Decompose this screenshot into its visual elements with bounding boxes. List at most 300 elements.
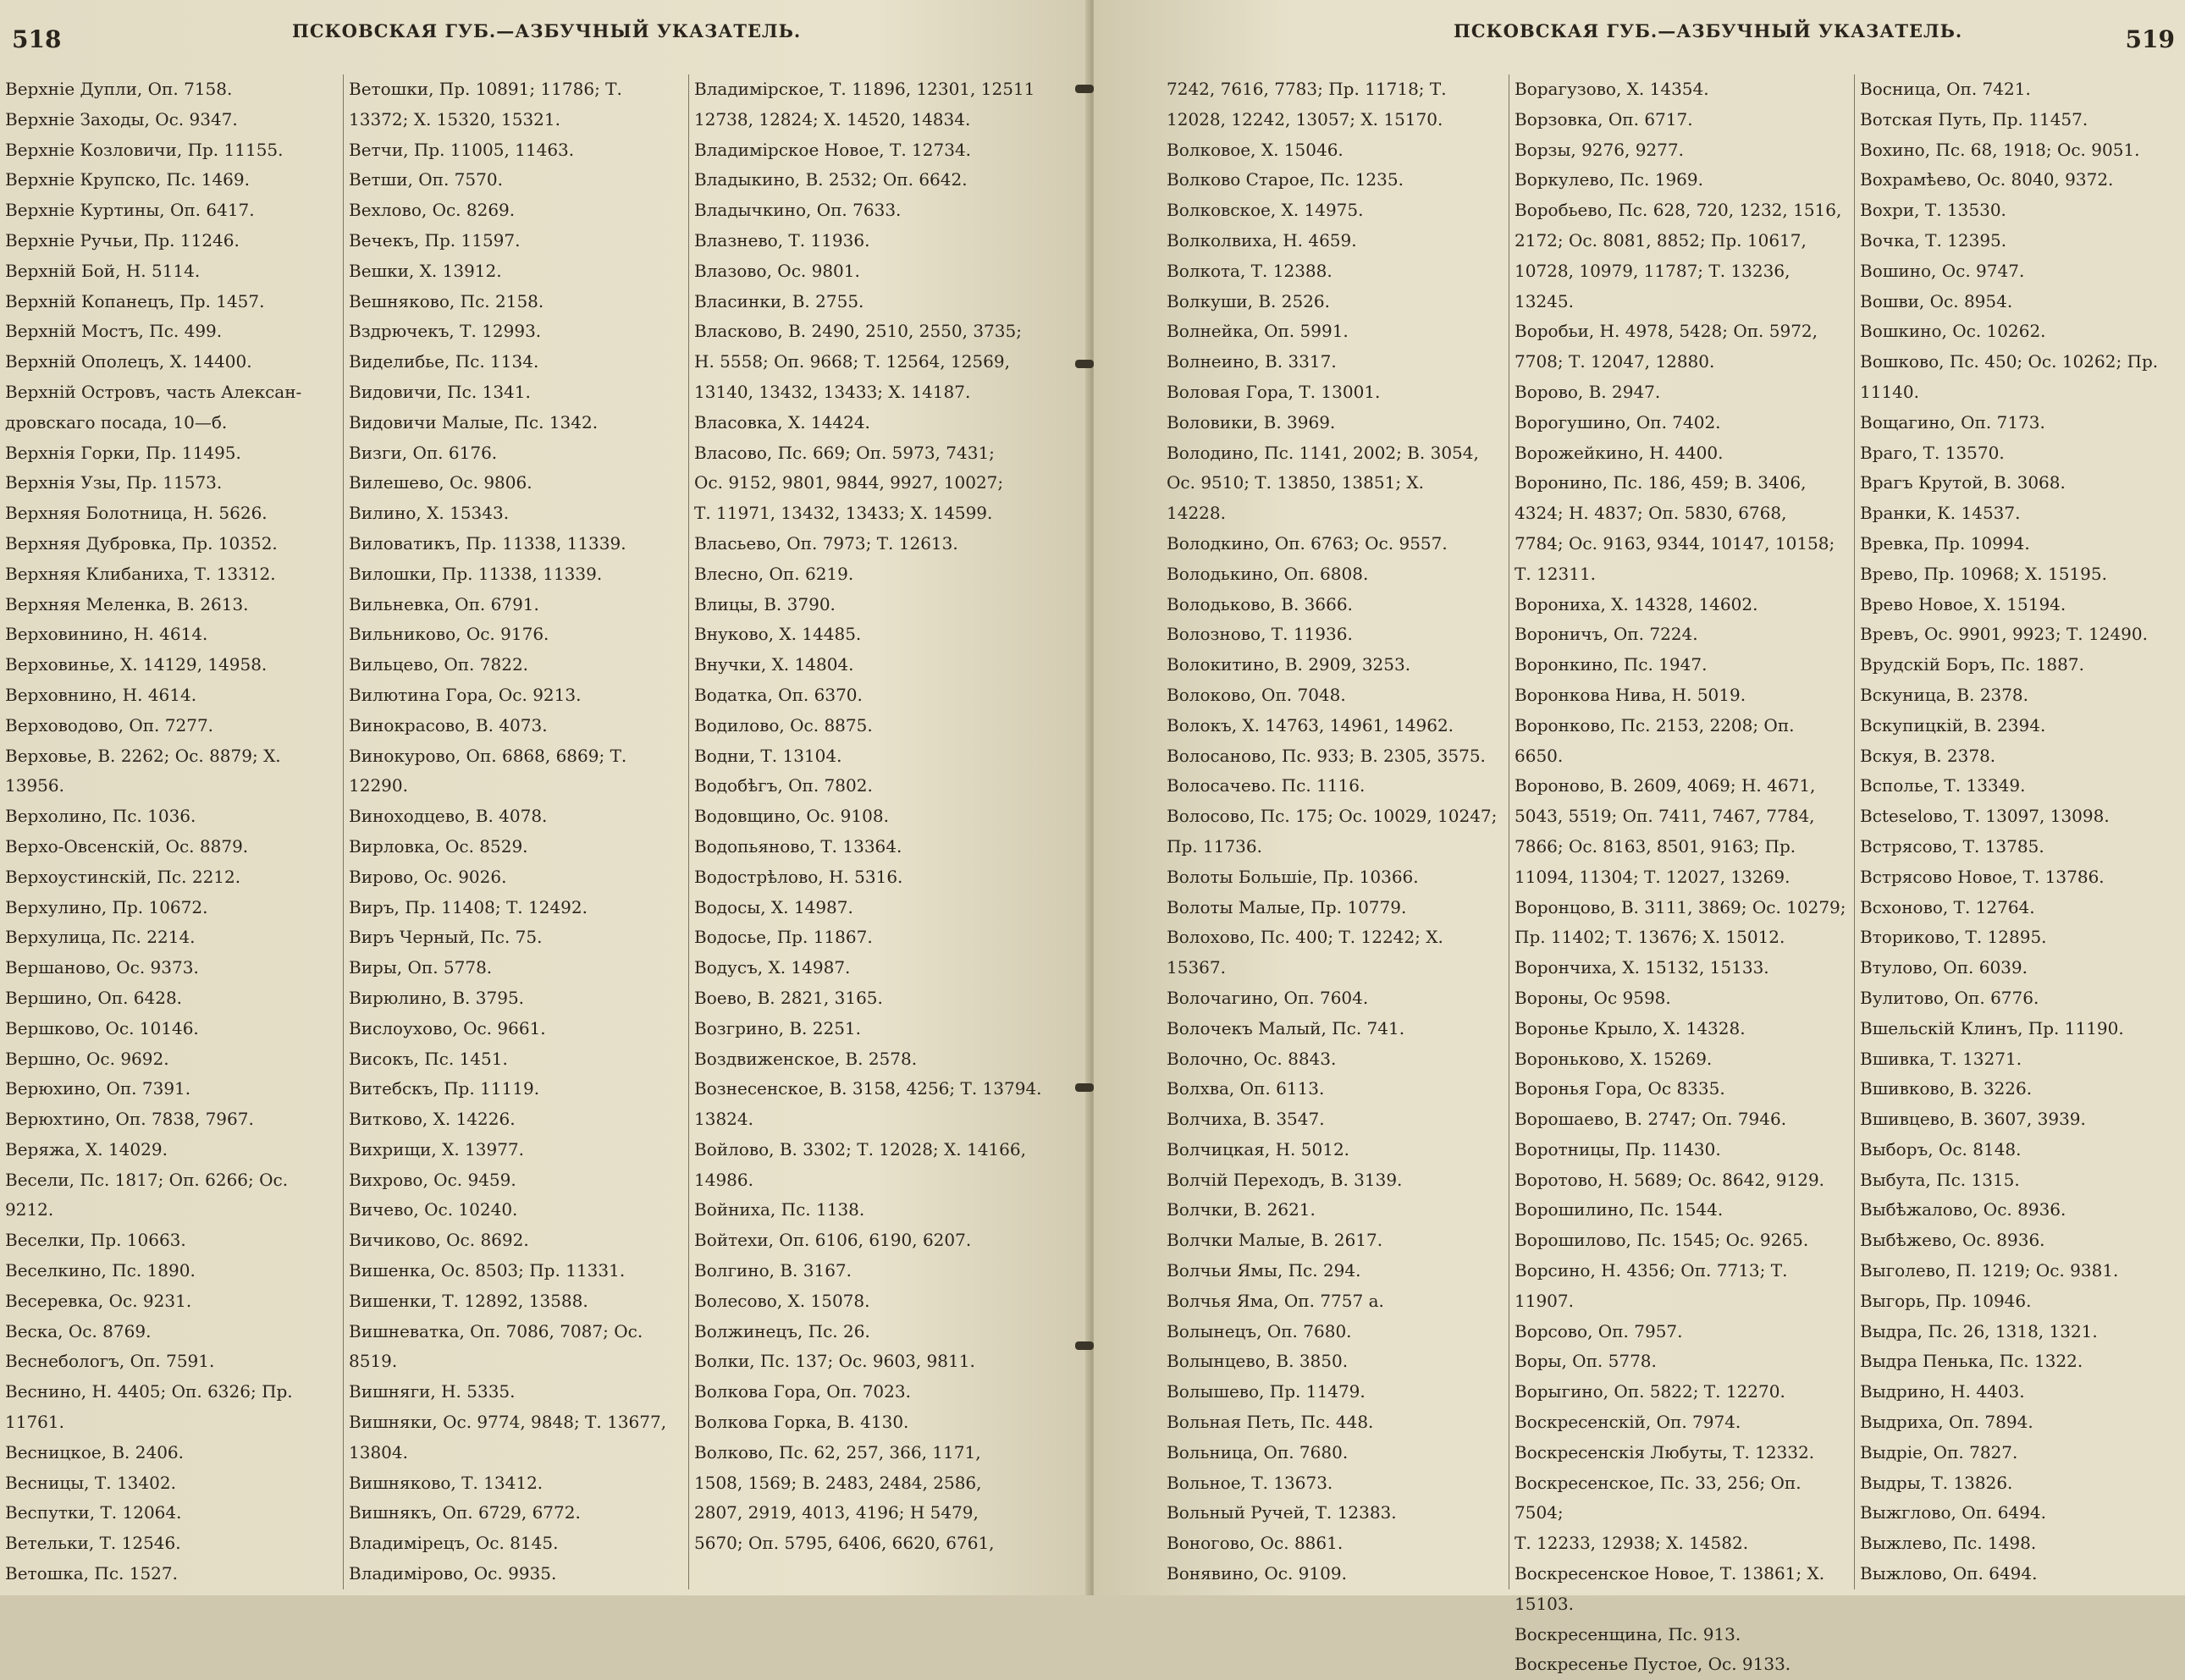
index-entry-line: Вороны, Ос 9598. — [1515, 987, 1671, 1008]
index-entry-line: Ворончиха, Х. 15132, 15133. — [1515, 957, 1769, 978]
index-entry-line: Вохрамѣево, Ос. 8040, 9372. — [1860, 169, 2114, 190]
index-entry-line: Волково Старое, Пс. 1235. — [1167, 169, 1404, 190]
running-header-left: ПСКОВСКАЯ ГУБ.—АЗБУЧНЫЙ УКАЗАТЕЛЬ. — [292, 20, 802, 41]
index-entry-line: Ос. 9510; Т. 13850, 13851; Х. — [1167, 472, 1425, 493]
index-entry-line: Вильцево, Оп. 7822. — [349, 654, 529, 675]
index-entry-line: 14986. — [694, 1169, 753, 1190]
index-entry-line: Верхніе Заходы, Ос. 9347. — [5, 108, 238, 129]
index-entry-line: Володьково, В. 3666. — [1167, 593, 1353, 614]
index-entry-line: Владычкино, Оп. 7633. — [694, 200, 902, 221]
index-entry-line: Волосачево. Пс. 1116. — [1167, 775, 1366, 796]
index-entry-line: Всполье, Т. 13349. — [1860, 775, 2026, 796]
index-entry-line: Весницкое, В. 2406. — [5, 1441, 185, 1462]
index-entry-line: Волжинецъ, Пс. 26. — [694, 1320, 870, 1341]
page-number-right: 519 — [2125, 25, 2175, 53]
index-entry-line: Верхо-Овсенскій, Ос. 8879. — [5, 835, 249, 857]
index-entry-line: Вишневатка, Оп. 7086, 7087; Ос. — [349, 1320, 643, 1341]
index-entry-line: Верхніе Куртины, Оп. 6417. — [5, 200, 255, 221]
index-entry-line: Врево Новое, Х. 15194. — [1860, 593, 2066, 614]
index-entry-line: Волкова Гора, Оп. 7023. — [694, 1381, 911, 1402]
index-entry-line: Воздвиженское, В. 2578. — [694, 1048, 918, 1069]
index-entry-line: Ворыгино, Оп. 5822; Т. 12270. — [1515, 1381, 1785, 1402]
index-entry-line: Волколвиха, Н. 4659. — [1167, 229, 1357, 251]
index-entry-line: Влазнево, Т. 11936. — [694, 229, 870, 251]
index-entry-line: Волнеино, В. 3317. — [1167, 351, 1337, 372]
index-entry-line: Визги, Оп. 6176. — [349, 442, 498, 463]
index-entry-line: Волчки Малые, В. 2617. — [1167, 1230, 1383, 1251]
index-entry-line: Выдры, Т. 13826. — [1860, 1472, 2013, 1493]
index-entry-line: Врево, Пр. 10968; Х. 15195. — [1860, 563, 2107, 584]
index-entry-line: Вольное, Т. 13673. — [1167, 1472, 1333, 1493]
index-entry-line: Воногово, Ос. 8861. — [1167, 1533, 1344, 1554]
index-entry-line: Верхолино, Пс. 1036. — [5, 806, 196, 827]
index-entry-line: Войлово, В. 3302; Т. 12028; Х. 14166, — [694, 1138, 1026, 1159]
index-entry-line: Волкота, Т. 12388. — [1167, 260, 1333, 281]
index-entry-line: Верхніе Дупли, Оп. 7158. — [5, 79, 233, 99]
index-entry-line: 12028, 12242, 13057; Х. 15170. — [1167, 108, 1443, 129]
index-entry-line: 2807, 2919, 4013, 4196; Н 5479, — [694, 1502, 979, 1523]
index-entry-line: Ос. 9152, 9801, 9844, 9927, 10027; — [694, 472, 1004, 493]
index-entry-line: Вирюлино, В. 3795. — [349, 987, 525, 1008]
index-entry-line: Вошино, Ос. 9747. — [1860, 260, 2025, 281]
index-entry-line: Волочагино, Оп. 7604. — [1167, 987, 1369, 1008]
index-entry-line: Водобѣгъ, Оп. 7802. — [694, 775, 873, 796]
index-entry-line: Верхняя Меленка, В. 2613. — [5, 593, 249, 614]
index-entry-line: Весели, Пс. 1817; Оп. 6266; Ос. — [5, 1169, 289, 1190]
index-entry-line: Воронкино, Пс. 1947. — [1515, 654, 1708, 675]
index-entry-line: Вознесенское, В. 3158, 4256; Т. 13794. — [694, 1078, 1042, 1099]
index-entry-line: Владимірово, Ос. 9935. — [349, 1563, 557, 1584]
index-entry-line: Вихрово, Ос. 9459. — [349, 1169, 516, 1190]
index-entry-line: Володино, Пс. 1141, 2002; В. 3054, — [1167, 442, 1479, 463]
index-entry-line: Вскупицкій, В. 2394. — [1860, 714, 2046, 735]
index-entry-line: Всхоново, Т. 12764. — [1860, 896, 2035, 917]
index-entry-line: Волковое, Х. 15046. — [1167, 139, 1344, 160]
running-header-right: ПСКОВСКАЯ ГУБ.—АЗБУЧНЫЙ УКАЗАТЕЛЬ. — [1454, 20, 1963, 41]
index-entry-line: 14228. — [1167, 503, 1226, 524]
index-entry-line: Вшивково, В. 3226. — [1860, 1078, 2033, 1099]
index-entry-line: 15367. — [1167, 957, 1226, 978]
index-entry-line: Волоты Малые, Пр. 10779. — [1167, 896, 1407, 917]
index-entry-line: Верхняя Дубровка, Пр. 10352. — [5, 532, 278, 554]
index-entry-line: Вольная Петь, Пс. 448. — [1167, 1412, 1374, 1433]
index-entry-line: Виноходцево, В. 4078. — [349, 806, 548, 827]
index-entry-line: Власово, Пс. 669; Оп. 5973, 7431; — [694, 442, 995, 463]
index-entry-line: Вершково, Ос. 10146. — [5, 1017, 199, 1038]
index-entry-line: Витебскъ, Пр. 11119. — [349, 1078, 540, 1099]
index-entry-line: Винокрасово, В. 4073. — [349, 714, 548, 735]
index-entry-line: Вершино, Оп. 6428. — [5, 987, 183, 1008]
index-entry-line: Владыкино, В. 2532; Оп. 6642. — [694, 169, 968, 190]
index-entry-line: 10728, 10979, 11787; Т. 13236, — [1515, 260, 1790, 281]
index-entry-line: Ворсино, Н. 4356; Оп. 7713; Т. 11907. — [1515, 1260, 1788, 1311]
index-entry-line: Верхняя Клибаниха, Т. 13312. — [5, 563, 276, 584]
index-entry-line: Волочно, Ос. 8843. — [1167, 1048, 1337, 1069]
index-entry-line: Воробьево, Пс. 628, 720, 1232, 1516, — [1515, 200, 1842, 221]
index-entry-line: Волковское, Х. 14975. — [1167, 200, 1364, 221]
index-entry-line: Веселкино, Пс. 1890. — [5, 1260, 196, 1281]
index-entry-line: Ветошка, Пс. 1527. — [5, 1563, 178, 1584]
index-entry-line: Вороново, В. 2609, 4069; Н. 4671, — [1515, 775, 1816, 796]
index-entry-line: Восница, Оп. 7421. — [1860, 79, 2031, 99]
index-entry-line: Вишенка, Ос. 8503; Пр. 11331. — [349, 1260, 626, 1281]
index-entry-line: Виделибье, Пс. 1134. — [349, 351, 539, 372]
index-entry-line: Вичиково, Ос. 8692. — [349, 1230, 529, 1251]
index-entry-line: 7866; Ос. 8163, 8501, 9163; Пр. — [1515, 835, 1796, 857]
index-entry-line: Водатка, Оп. 6370. — [694, 684, 863, 705]
index-entry-line: Встрясово Новое, Т. 13786. — [1860, 866, 2105, 887]
index-entry-line: Владимірецъ, Ос. 8145. — [349, 1533, 559, 1554]
index-entry-line: Вилошки, Пр. 11338, 11339. — [349, 563, 603, 584]
index-entry-line: Володкино, Оп. 6763; Ос. 9557. — [1167, 532, 1448, 554]
index-entry-line: Водострѣлово, Н. 5316. — [694, 866, 903, 887]
index-entry-line: Вольный Ручей, Т. 12383. — [1167, 1502, 1397, 1523]
index-entry-line: 7784; Ос. 9163, 9344, 10147, 10158; — [1515, 532, 1835, 554]
index-entry-line: Воркулево, Пс. 1969. — [1515, 169, 1703, 190]
index-entry-line: Вревъ, Ос. 9901, 9923; Т. 12490. — [1860, 624, 2148, 645]
index-entry-line: Вильниково, Ос. 9176. — [349, 624, 549, 645]
index-entry-line: Вшивка, Т. 13271. — [1860, 1048, 2022, 1069]
index-entry-line: Ворзы, 9276, 9277. — [1515, 139, 1684, 160]
index-entry-line: Владимірское, Т. 11896, 12301, 12511 — [694, 79, 1035, 99]
index-entry-line: Волосово, Пс. 175; Ос. 10029, 10247; — [1167, 806, 1498, 827]
index-entry-line: Воронья Гора, Ос 8335. — [1515, 1078, 1725, 1099]
index-entry-line: 5043, 5519; Оп. 7411, 7467, 7784, — [1515, 806, 1815, 827]
index-entry-line: Вилютина Гора, Ос. 9213. — [349, 684, 582, 705]
index-entry-line: Выборъ, Ос. 8148. — [1860, 1138, 2022, 1159]
binding-stitch — [1075, 1341, 1094, 1350]
index-entry-line: Вешки, Х. 13912. — [349, 260, 502, 281]
index-entry-line: Волоково, Оп. 7048. — [1167, 684, 1346, 705]
index-entry-line: Веснебологъ, Оп. 7591. — [5, 1351, 215, 1372]
index-entry-line: Вошкино, Ос. 10262. — [1860, 321, 2046, 342]
index-entry-line: Воловая Гора, Т. 13001. — [1167, 381, 1381, 402]
index-entry-line: Волчицкая, Н. 5012. — [1167, 1138, 1350, 1159]
index-entry-line: Волозново, Т. 11936. — [1167, 624, 1353, 645]
index-entry-line: Выголево, П. 1219; Ос. 9381. — [1860, 1260, 2119, 1281]
index-entry-line: Воронково, Пс. 2153, 2208; Оп. 6650. — [1515, 714, 1795, 766]
index-entry-line: Ворзовка, Оп. 6717. — [1515, 108, 1693, 129]
index-entry-line: Вилино, Х. 15343. — [349, 503, 510, 524]
index-entry-line: Ворсово, Оп. 7957. — [1515, 1320, 1683, 1341]
index-column-1 — [0, 74, 339, 1589]
index-entry-line: Вольница, Оп. 7680. — [1167, 1441, 1349, 1462]
index-entry-line: 13824. — [694, 1109, 753, 1130]
index-entry-line: Воскресенье Пустое, Ос. 9133. — [1515, 1654, 1791, 1675]
index-entry-line: Верхулица, Пс. 2214. — [5, 927, 196, 948]
index-entry-line: 13245. — [1515, 290, 1574, 311]
index-entry-line: Вирово, Ос. 9026. — [349, 866, 507, 887]
index-entry-line: Вториково, Т. 12895. — [1860, 927, 2047, 948]
index-entry-line: 13140, 13432, 13433; Х. 14187. — [694, 381, 971, 402]
index-entry-line: Вороничъ, Оп. 7224. — [1515, 624, 1698, 645]
index-entry-line: Ворониха, Х. 14328, 14602. — [1515, 593, 1758, 614]
index-entry-line: Т. 11971, 13432, 13433; Х. 14599. — [694, 503, 993, 524]
index-entry-line: Вонявино, Ос. 9109. — [1167, 1563, 1347, 1584]
index-entry-line: Веснино, Н. 4405; Оп. 6326; Пр. — [5, 1381, 293, 1402]
index-entry-line: Волынцево, В. 3850. — [1167, 1351, 1349, 1372]
index-entry-line: Витково, Х. 14226. — [349, 1109, 516, 1130]
index-entry-line: Ворово, В. 2947. — [1515, 381, 1661, 402]
index-entry-line: Воскресенское Новое, Т. 13861; Х. — [1515, 1563, 1825, 1584]
index-entry-line: Пр. 11402; Т. 13676; Х. 15012. — [1515, 927, 1785, 948]
index-entry-line: Воскресенскія Любуты, Т. 12332. — [1515, 1441, 1815, 1462]
index-entry-line: Верховье, В. 2262; Ос. 8879; Х. — [5, 745, 281, 766]
index-entry-line: Волочекъ Малый, Пс. 741. — [1167, 1017, 1405, 1038]
index-entry-line: Воловики, В. 3969. — [1167, 411, 1336, 432]
index-entry-line: Волкуши, В. 2526. — [1167, 290, 1331, 311]
index-entry-line: Ветчи, Пр. 11005, 11463. — [349, 139, 575, 160]
index-entry-line: Водосье, Пр. 11867. — [694, 927, 873, 948]
left-page — [0, 0, 1090, 1595]
index-entry-line: Воронино, Пс. 186, 459; В. 3406, — [1515, 472, 1807, 493]
index-entry-line: Вилешево, Ос. 9806. — [349, 472, 532, 493]
index-entry-line: 13372; Х. 15320, 15321. — [349, 108, 560, 129]
index-entry-line: Волесово, Х. 15078. — [694, 1290, 870, 1311]
index-entry-line: Вшивцево, В. 3607, 3939. — [1860, 1109, 2086, 1130]
index-entry-line: Виръ Черный, Пс. 75. — [349, 927, 543, 948]
index-entry-line: Возгрино, В. 2251. — [694, 1017, 862, 1038]
index-entry-line: Верхній Мостъ, Пс. 499. — [5, 321, 223, 342]
index-entry-line: Верховодово, Оп. 7277. — [5, 714, 214, 735]
index-column-4 — [1161, 74, 1500, 1589]
index-entry-line: Волкова Горка, В. 4130. — [694, 1412, 909, 1433]
index-entry-line: Видовичи Малые, Пс. 1342. — [349, 411, 599, 432]
index-entry-line: Верхній Бой, Н. 5114. — [5, 260, 201, 281]
index-entry-line: Вирловка, Ос. 8529. — [349, 835, 528, 857]
index-entry-line: Выбута, Пс. 1315. — [1860, 1169, 2020, 1190]
index-entry-line: Ветошки, Пр. 10891; 11786; Т. — [349, 79, 622, 99]
index-entry-line: Воронье Крыло, Х. 14328. — [1515, 1017, 1746, 1038]
index-entry-line: Внучки, Х. 14804. — [694, 654, 854, 675]
index-entry-line: Вешняково, Пс. 2158. — [349, 290, 544, 311]
index-entry-line: Вишняково, Т. 13412. — [349, 1472, 543, 1493]
index-entry-line: Вороньково, Х. 15269. — [1515, 1048, 1713, 1069]
index-entry-line: Вохри, Т. 13530. — [1860, 200, 2006, 221]
index-entry-line: Верховнино, Н. 4614. — [5, 684, 197, 705]
index-entry-line: Выжлево, Пс. 1498. — [1860, 1533, 2037, 1554]
index-entry-line: Верховинье, Х. 14129, 14958. — [5, 654, 268, 675]
index-entry-line: Вислоухово, Ос. 9661. — [349, 1017, 546, 1038]
index-entry-line: Вершаново, Ос. 9373. — [5, 957, 199, 978]
index-entry-line: Вихрищи, Х. 13977. — [349, 1138, 525, 1159]
index-entry-line: Вощагино, Оп. 7173. — [1860, 411, 2045, 432]
index-entry-line: Виловатикъ, Пр. 11338, 11339. — [349, 532, 626, 554]
index-entry-line: Волокъ, Х. 14763, 14961, 14962. — [1167, 714, 1454, 735]
index-entry-line: Видовичи, Пс. 1341. — [349, 381, 531, 402]
index-entry-line: Власьево, Оп. 7973; Т. 12613. — [694, 532, 958, 554]
index-entry-line: 11094, 11304; Т. 12027, 13269. — [1515, 866, 1790, 887]
index-entry-line: 11140. — [1860, 381, 1919, 402]
index-entry-line: Пр. 11736. — [1167, 835, 1262, 857]
index-entry-line: Волоты Большіе, Пр. 10366. — [1167, 866, 1419, 887]
index-entry-line: Веряжа, Х. 14029. — [5, 1138, 168, 1159]
index-entry-line: Втулово, Оп. 6039. — [1860, 957, 2028, 978]
index-entry-line: Волчьи Ямы, Пс. 294. — [1167, 1260, 1361, 1281]
index-entry-line: Воротово, Н. 5689; Ос. 8642, 9129. — [1515, 1169, 1825, 1190]
index-entry-line: Верхнія Горки, Пр. 11495. — [5, 442, 241, 463]
index-entry-line: Встрясово, Т. 13785. — [1860, 835, 2044, 857]
index-entry-line: Вильневка, Оп. 6791. — [349, 593, 539, 614]
index-entry-line: Выдриха, Оп. 7894. — [1860, 1412, 2033, 1433]
index-entry-line: Воскресенское, Пс. 33, 256; Оп. 7504; — [1515, 1472, 1802, 1523]
index-entry-line: Водилово, Ос. 8875. — [694, 714, 873, 735]
index-entry-line: 5670; Оп. 5795, 6406, 6620, 6761, — [694, 1533, 995, 1554]
index-entry-line: Весницы, Т. 13402. — [5, 1472, 176, 1493]
index-entry-line: Войниха, Пс. 1138. — [694, 1199, 865, 1220]
index-entry-line: Выдра, Пс. 26, 1318, 1321. — [1860, 1320, 2098, 1341]
index-entry-line: Волнейка, Оп. 5991. — [1167, 321, 1349, 342]
index-entry-line: 1508, 1569; В. 2483, 2484, 2586, — [694, 1472, 982, 1493]
index-entry-line: Високъ, Пс. 1451. — [349, 1048, 508, 1069]
index-entry-line: Ворошилино, Пс. 1544. — [1515, 1199, 1724, 1220]
index-entry-line: Вочка, Т. 12395. — [1860, 229, 2007, 251]
index-entry-line: Верхніе Ручьи, Пр. 11246. — [5, 229, 240, 251]
index-entry-line: Влазово, Ос. 9801. — [694, 260, 860, 281]
index-entry-line: Воскресенщина, Пс. 913. — [1515, 1623, 1741, 1644]
index-entry-line: Верхоустинскій, Пс. 2212. — [5, 866, 241, 887]
index-entry-line: Волокитино, В. 2909, 3253. — [1167, 654, 1411, 675]
index-entry-line: 9212. — [5, 1199, 54, 1220]
index-entry-line: Водопьяново, Т. 13364. — [694, 835, 902, 857]
index-entry-line: Верхніе Крупско, Пс. 1469. — [5, 169, 250, 190]
index-entry-line: Веселки, Пр. 10663. — [5, 1230, 186, 1251]
right-page — [1094, 0, 2185, 1675]
index-entry-line: Вранки, К. 14537. — [1860, 503, 2021, 524]
index-entry-line: 2172; Ос. 8081, 8852; Пр. 10617, — [1515, 229, 1807, 251]
binding-stitch — [1075, 1083, 1094, 1092]
index-entry-line: Вишняки, Ос. 9774, 9848; Т. 13677, — [349, 1412, 667, 1433]
index-entry-line: 13804. — [349, 1441, 408, 1462]
index-entry-line: Вошви, Ос. 8954. — [1860, 290, 2013, 311]
index-entry-line: Волгино, В. 3167. — [694, 1260, 852, 1281]
index-entry-line: Владимірское Новое, Т. 12734. — [694, 139, 972, 160]
index-entry-line: Ворогушино, Оп. 7402. — [1515, 411, 1721, 432]
index-column-3 — [688, 74, 1087, 1589]
index-entry-line: Водосы, Х. 14987. — [694, 896, 853, 917]
index-entry-line: Ворошаево, В. 2747; Оп. 7946. — [1515, 1109, 1787, 1130]
index-entry-line: Выгорь, Пр. 10946. — [1860, 1290, 2032, 1311]
index-entry-line: Волчки, В. 2621. — [1167, 1199, 1316, 1220]
index-entry-line: Волчиха, В. 3547. — [1167, 1109, 1325, 1130]
index-entry-line: Ворошилово, Пс. 1545; Ос. 9265. — [1515, 1230, 1809, 1251]
index-entry-line: Власинки, В. 2755. — [694, 290, 864, 311]
index-entry-line: Выдра Пенька, Пс. 1322. — [1860, 1351, 2083, 1372]
index-entry-line: Вотская Путь, Пр. 11457. — [1860, 108, 2088, 129]
index-entry-line: Верхній Островъ, часть Алексан- — [5, 381, 302, 402]
index-entry-line: Вздрючекъ, Т. 12993. — [349, 321, 542, 342]
index-entry-line: Вишняги, Н. 5335. — [349, 1381, 516, 1402]
index-entry-line: Воротницы, Пр. 11430. — [1515, 1138, 1721, 1159]
index-entry-line: 11761. — [5, 1412, 64, 1433]
index-entry-line: Весеревка, Ос. 9231. — [5, 1290, 192, 1311]
index-entry-line: Волосаново, Пс. 933; В. 2305, 3575. — [1167, 745, 1486, 766]
index-entry-line: Вскуница, В. 2378. — [1860, 684, 2028, 705]
index-entry-line: Верхній Ополецъ, Х. 14400. — [5, 351, 252, 372]
index-entry-line: Вулитово, Оп. 6776. — [1860, 987, 2039, 1008]
index-entry-line: Верховинино, Н. 4614. — [5, 624, 208, 645]
index-entry-line: 8519. — [349, 1351, 398, 1372]
index-entry-line: 4324; Н. 4837; Оп. 5830, 6768, — [1515, 503, 1787, 524]
index-entry-line: Воробьи, Н. 4978, 5428; Оп. 5972, — [1515, 321, 1818, 342]
index-entry-line: Винокурово, Оп. 6868, 6869; Т. — [349, 745, 627, 766]
index-entry-line: Вичево, Ос. 10240. — [349, 1199, 518, 1220]
index-entry-line: Волохово, Пс. 400; Т. 12242; Х. — [1167, 927, 1443, 948]
index-entry-line: Ворагузово, Х. 14354. — [1515, 79, 1709, 99]
index-entry-line: Войтехи, Оп. 6106, 6190, 6207. — [694, 1230, 972, 1251]
index-entry-line: Волынецъ, Оп. 7680. — [1167, 1320, 1352, 1341]
index-entry-line: Ворожейкино, Н. 4400. — [1515, 442, 1724, 463]
index-entry-line: Водусъ, Х. 14987. — [694, 957, 851, 978]
index-entry-line: Вершно, Ос. 9692. — [5, 1048, 169, 1069]
index-entry-line: Воскресенскій, Оп. 7974. — [1515, 1412, 1741, 1433]
page-number-left: 518 — [12, 25, 62, 53]
index-entry-line: Т. 12311. — [1515, 563, 1597, 584]
index-entry-line: Верхній Копанецъ, Пр. 1457. — [5, 290, 265, 311]
index-entry-line: Верхняя Болотница, Н. 5626. — [5, 503, 268, 524]
index-entry-line: Вшельскій Клинъ, Пр. 11190. — [1860, 1017, 2124, 1038]
index-entry-line: Т. 12233, 12938; Х. 14582. — [1515, 1533, 1749, 1554]
index-entry-line: Воронцово, В. 3111, 3869; Ос. 10279; — [1515, 896, 1846, 917]
index-entry-line: Выбѣжево, Ос. 8936. — [1860, 1230, 2045, 1251]
index-entry-line: Волчья Яма, Оп. 7757 а. — [1167, 1290, 1384, 1311]
index-entry-line: Волки, Пс. 137; Ос. 9603, 9811. — [694, 1351, 975, 1372]
index-entry-line: Выжглово, Оп. 6494. — [1860, 1502, 2046, 1523]
index-entry-line: Верюхино, Оп. 7391. — [5, 1078, 191, 1099]
index-entry-line: Влесно, Оп. 6219. — [694, 563, 854, 584]
index-entry-line: Вехлово, Ос. 8269. — [349, 200, 516, 221]
index-entry-line: Вревка, Пр. 10994. — [1860, 532, 2030, 554]
index-entry-line: Водовщино, Ос. 9108. — [694, 806, 889, 827]
index-entry-line: Враго, Т. 13570. — [1860, 442, 2005, 463]
index-entry-line: Волково, Пс. 62, 257, 366, 1171, — [694, 1441, 981, 1462]
binding-stitch — [1075, 85, 1094, 93]
index-entry-line: Верхніе Козловичи, Пр. 11155. — [5, 139, 284, 160]
index-entry-line: Водни, Т. 13104. — [694, 745, 842, 766]
index-entry-line: Всteselово, Т. 13097, 13098. — [1860, 806, 2110, 827]
index-entry-line: Выдріе, Оп. 7827. — [1860, 1441, 2018, 1462]
index-entry-line: Врагъ Крутой, В. 3068. — [1860, 472, 2066, 493]
index-entry-line: Н. 5558; Оп. 9668; Т. 12564, 12569, — [694, 351, 1010, 372]
index-entry-line: Воронкова Нива, Н. 5019. — [1515, 684, 1746, 705]
index-entry-line: 12738, 12824; Х. 14520, 14834. — [694, 108, 971, 129]
index-entry-line: Выбѣжалово, Ос. 8936. — [1860, 1199, 2066, 1220]
index-entry-line: Волчій Переходъ, В. 3139. — [1167, 1169, 1403, 1190]
index-entry-line: Вскуя, В. 2378. — [1860, 745, 1996, 766]
index-entry-line: Вохино, Пс. 68, 1918; Ос. 9051. — [1860, 139, 2140, 160]
index-entry-line: Веска, Ос. 8769. — [5, 1320, 152, 1341]
index-column-2 — [343, 74, 682, 1589]
index-entry-line: Воево, В. 2821, 3165. — [694, 987, 883, 1008]
index-entry-line: Вишенки, Т. 12892, 13588. — [349, 1290, 588, 1311]
index-entry-line: Володькино, Оп. 6808. — [1167, 563, 1369, 584]
index-entry-line: 7708; Т. 12047, 12880. — [1515, 351, 1715, 372]
index-entry-line: Выдрино, Н. 4403. — [1860, 1381, 2025, 1402]
index-entry-line: Верюхтино, Оп. 7838, 7967. — [5, 1109, 254, 1130]
index-entry-line: Влицы, В. 3790. — [694, 593, 836, 614]
index-entry-line: Веспутки, Т. 12064. — [5, 1502, 182, 1523]
index-entry-line: Вишнякъ, Оп. 6729, 6772. — [349, 1502, 581, 1523]
index-column-5 — [1509, 74, 1848, 1675]
index-entry-line: Вошково, Пс. 450; Ос. 10262; Пр. — [1860, 351, 2159, 372]
index-column-6 — [1854, 74, 2181, 1589]
index-entry-line: 15103. — [1515, 1593, 1574, 1614]
index-entry-line: Виръ, Пр. 11408; Т. 12492. — [349, 896, 588, 917]
index-entry-line: Власково, В. 2490, 2510, 2550, 3735; — [694, 321, 1022, 342]
index-entry-line: 13956. — [5, 775, 64, 796]
binding-stitch — [1075, 360, 1094, 368]
index-entry-line: Ветельки, Т. 12546. — [5, 1533, 181, 1554]
